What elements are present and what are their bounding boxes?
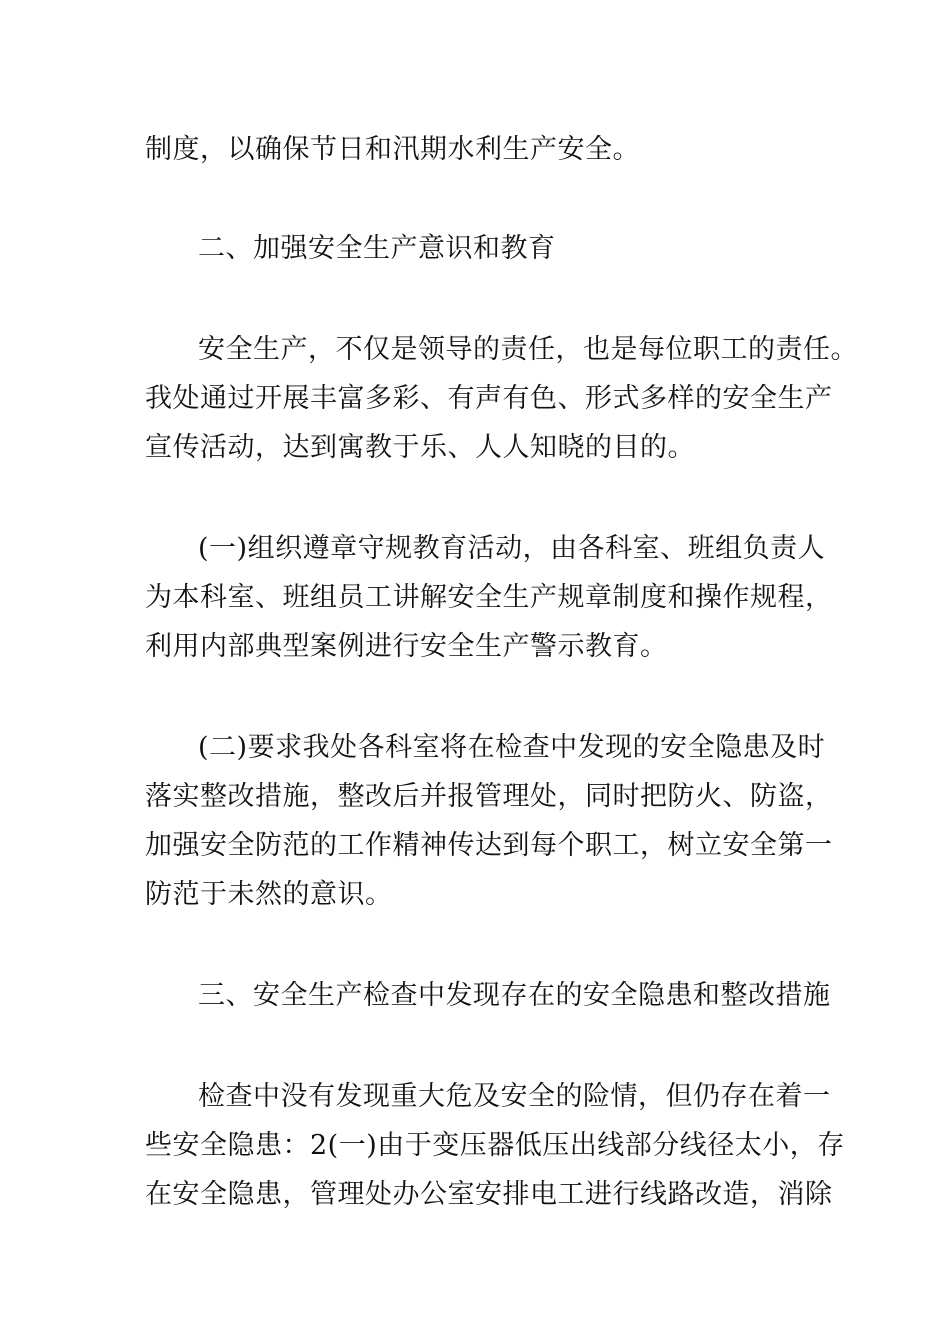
paragraph-line: 检查中没有发现重大危及安全的险情，但仍存在着一 xyxy=(198,1081,831,1112)
section-heading: 二、加强安全生产意识和教育 xyxy=(198,233,556,264)
paragraph-line: 制度，以确保节日和汛期水利生产安全。 xyxy=(145,134,640,165)
paragraph-line: 加强安全防范的工作精神传达到每个职工，树立安全第一 xyxy=(145,830,833,861)
paragraph-line: 宣传活动，达到寓教于乐、人人知晓的目的。 xyxy=(145,432,695,463)
paragraph-line: (二)要求我处各科室将在检查中发现的安全隐患及时 xyxy=(198,732,826,763)
paragraph-line: 为本科室、班组员工讲解安全生产规章制度和操作规程， xyxy=(145,582,833,613)
paragraph-line: 我处通过开展丰富多彩、有声有色、形式多样的安全生产 xyxy=(145,383,833,414)
paragraph-line: (一)组织遵章守规教育活动，由各科室、班组负责人 xyxy=(198,533,826,564)
paragraph-line: 在安全隐患，管理处办公室安排电工进行线路改造，消除 xyxy=(145,1179,833,1210)
paragraph-line: 些安全隐患：2(一)由于变压器低压出线部分线径太小，存 xyxy=(145,1130,845,1161)
paragraph-line: 防范于未然的意识。 xyxy=(145,879,393,910)
paragraph-line: 利用内部典型案例进行安全生产警示教育。 xyxy=(145,631,668,662)
paragraph-line: 落实整改措施，整改后并报管理处，同时把防火、防盗， xyxy=(145,781,833,812)
paragraph-line: 安全生产，不仅是领导的责任，也是每位职工的责任。 xyxy=(198,334,858,365)
section-heading: 三、安全生产检查中发现存在的安全隐患和整改措施 xyxy=(198,980,831,1011)
